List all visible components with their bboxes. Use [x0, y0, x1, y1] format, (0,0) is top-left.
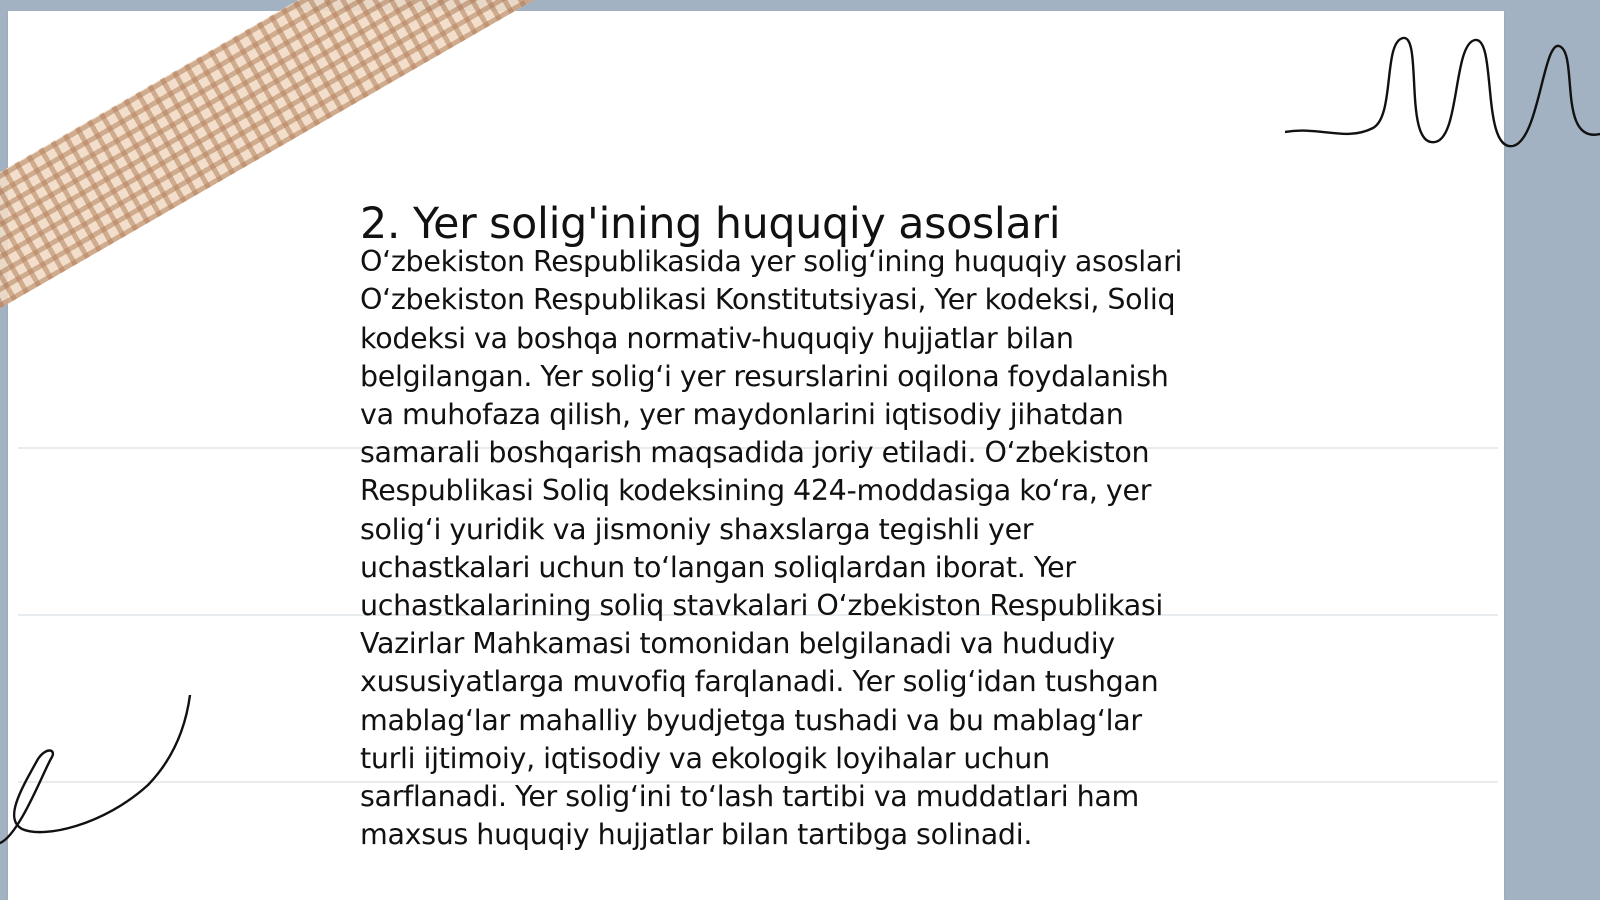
text-line: samarali boshqarish maqsadida joriy etiladi. O‘zbekiston — [360, 436, 1150, 470]
text-line: sarflanadi. Yer solig‘ini to‘lash tartibi va muddatlari ham — [360, 780, 1140, 814]
section-heading: 2. Yer solig'ining huquqiy asoslari — [360, 199, 1061, 249]
text-line: maxsus huquqiy hujjatlar bilan tartibga solinadi. — [360, 818, 1033, 852]
text-line: va muhofaza qilish, yer maydonlarini iqtisodiy jihatdan — [360, 398, 1124, 432]
text-line: solig‘i yuridik va jismoniy shaxslarga tegishli yer — [360, 512, 1034, 546]
body-paragraph — [360, 243, 1260, 854]
document-body — [360, 199, 1260, 854]
text-line: xususiyatlarga muvofiq farqlanadi. Yer solig‘idan tushgan — [360, 665, 1159, 699]
text-line: uchastkalarining soliq stavkalari O‘zbekiston Respublikasi — [360, 589, 1164, 623]
text-line: kodeksi va boshqa normativ-huquqiy hujjatlar bilan — [360, 321, 1074, 355]
text-line: O‘zbekiston Respublikasida yer solig‘ining huquqiy asoslari — [360, 245, 1183, 279]
text-line: belgilangan. Yer solig‘i yer resurslarini oqilona foydalanish — [360, 359, 1169, 393]
text-line: Respublikasi Soliq kodeksining 424-moddasiga ko‘ra, yer — [360, 474, 1152, 508]
text-line: mablag‘lar mahalliy byudjetga tushadi va bu mablag‘lar — [360, 703, 1142, 737]
text-line: Vazirlar Mahkamasi tomonidan belgilanadi va hududiy — [360, 627, 1115, 661]
text-line: turli ijtimoiy, iqtisodiy va ekologik loyihalar uchun — [360, 741, 1050, 775]
text-line: O‘zbekiston Respublikasi Konstitutsiyasi, Yer kodeksi, Soliq — [360, 283, 1176, 317]
text-line: uchastkalari uchun to‘langan soliqlardan iborat. Yer — [360, 550, 1076, 584]
